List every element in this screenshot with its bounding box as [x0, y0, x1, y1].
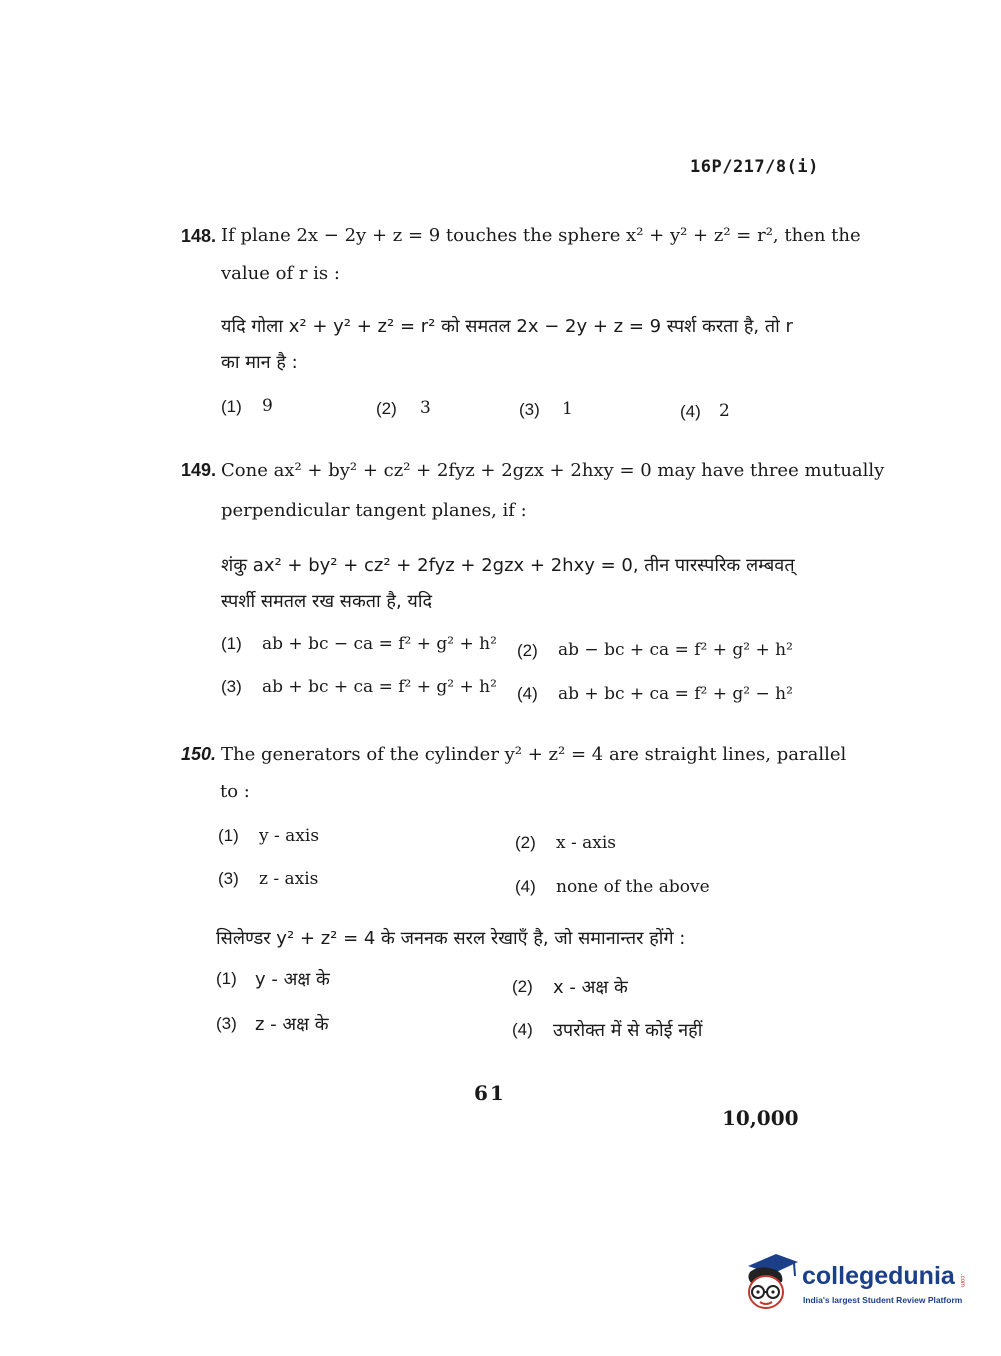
option-text: ab + bc + ca = f² + g² − h²	[558, 684, 793, 704]
question-text-en-line2: perpendicular tangent planes, if :	[221, 500, 527, 521]
option-text: ab + bc + ca = f² + g² + h²	[262, 677, 497, 697]
question-number: 150.	[181, 744, 217, 764]
option-number: (3)	[221, 677, 242, 696]
question-text-en-line1: Cone ax² + by² + cz² + 2fyz + 2gzx + 2hxy = 0 may have three mutually	[221, 460, 885, 481]
question-text-hi-line1: शंकु ax² + by² + cz² + 2fyz + 2gzx + 2hxy = 0, तीन पारस्परिक लम्बवत्	[221, 555, 795, 576]
option-text: none of the above	[556, 877, 710, 897]
option-number: (4)	[515, 877, 536, 896]
option-number: (1)	[218, 826, 239, 845]
question-text-hi-line1: यदि गोला x² + y² + z² = r² को समतल 2x − 2y + z = 9 स्पर्श करता है, तो r	[221, 316, 793, 337]
watermark-logo	[742, 1252, 967, 1314]
question-number: 148.	[181, 226, 217, 246]
option-text: 2	[719, 401, 730, 421]
option-text: 1	[562, 399, 573, 419]
option-number: (1)	[221, 634, 242, 653]
option-number: (2)	[517, 641, 538, 660]
option-number: (2)	[512, 977, 533, 996]
option-text: उपरोक्त में से कोई नहीं	[553, 1020, 703, 1041]
option-number: (3)	[218, 869, 239, 888]
option-number: (3)	[216, 1014, 237, 1033]
option-text: z - अक्ष के	[255, 1014, 329, 1035]
option-number: (4)	[512, 1020, 533, 1039]
option-number: (1)	[216, 969, 237, 988]
option-text: y - अक्ष के	[255, 969, 330, 990]
question-text-hi-line1: सिलेण्डर y² + z² = 4 के जननक सरल रेखाएँ है, जो समानान्तर होंगे :	[216, 928, 686, 949]
question-text-hi-line2: स्पर्शी समतल रख सकता है, यदि	[221, 591, 433, 612]
option-number: (3)	[519, 400, 540, 419]
mascot-face-icon	[742, 1252, 800, 1312]
question-text-hi-line2: का मान है :	[221, 352, 298, 373]
option-text: 9	[262, 396, 273, 416]
page-number: 61	[474, 1081, 506, 1105]
option-text: y - axis	[259, 826, 320, 846]
option-text: ab + bc − ca = f² + g² + h²	[262, 634, 497, 654]
option-text: x - axis	[556, 833, 617, 853]
question-text-en-line2: value of r is :	[221, 263, 340, 284]
option-text: z - axis	[259, 869, 319, 889]
option-number: (2)	[376, 399, 397, 418]
option-text: ab − bc + ca = f² + g² + h²	[558, 640, 793, 660]
option-text: x - अक्ष के	[553, 977, 628, 998]
option-number: (4)	[680, 402, 701, 421]
question-text-en-line2: to :	[220, 781, 250, 802]
question-text-en-line1: If plane 2x − 2y + z = 9 touches the sphere x² + y² + z² = r², then the	[221, 225, 861, 246]
option-text: 3	[420, 398, 431, 418]
paper-code: 16P/217/8(i)	[690, 157, 819, 177]
option-number: (1)	[221, 397, 242, 416]
question-text-en-line1: The generators of the cylinder y² + z² = 4 are straight lines, parallel	[221, 744, 847, 765]
option-number: (4)	[517, 684, 538, 703]
question-number: 149.	[181, 460, 217, 480]
brand-suffix: .com	[959, 1274, 965, 1288]
brand-tagline: India's largest Student Review Platform	[803, 1295, 963, 1305]
option-number: (2)	[515, 833, 536, 852]
copies-count: 10,000	[722, 1106, 799, 1130]
brand-name: collegedunia	[802, 1262, 955, 1290]
